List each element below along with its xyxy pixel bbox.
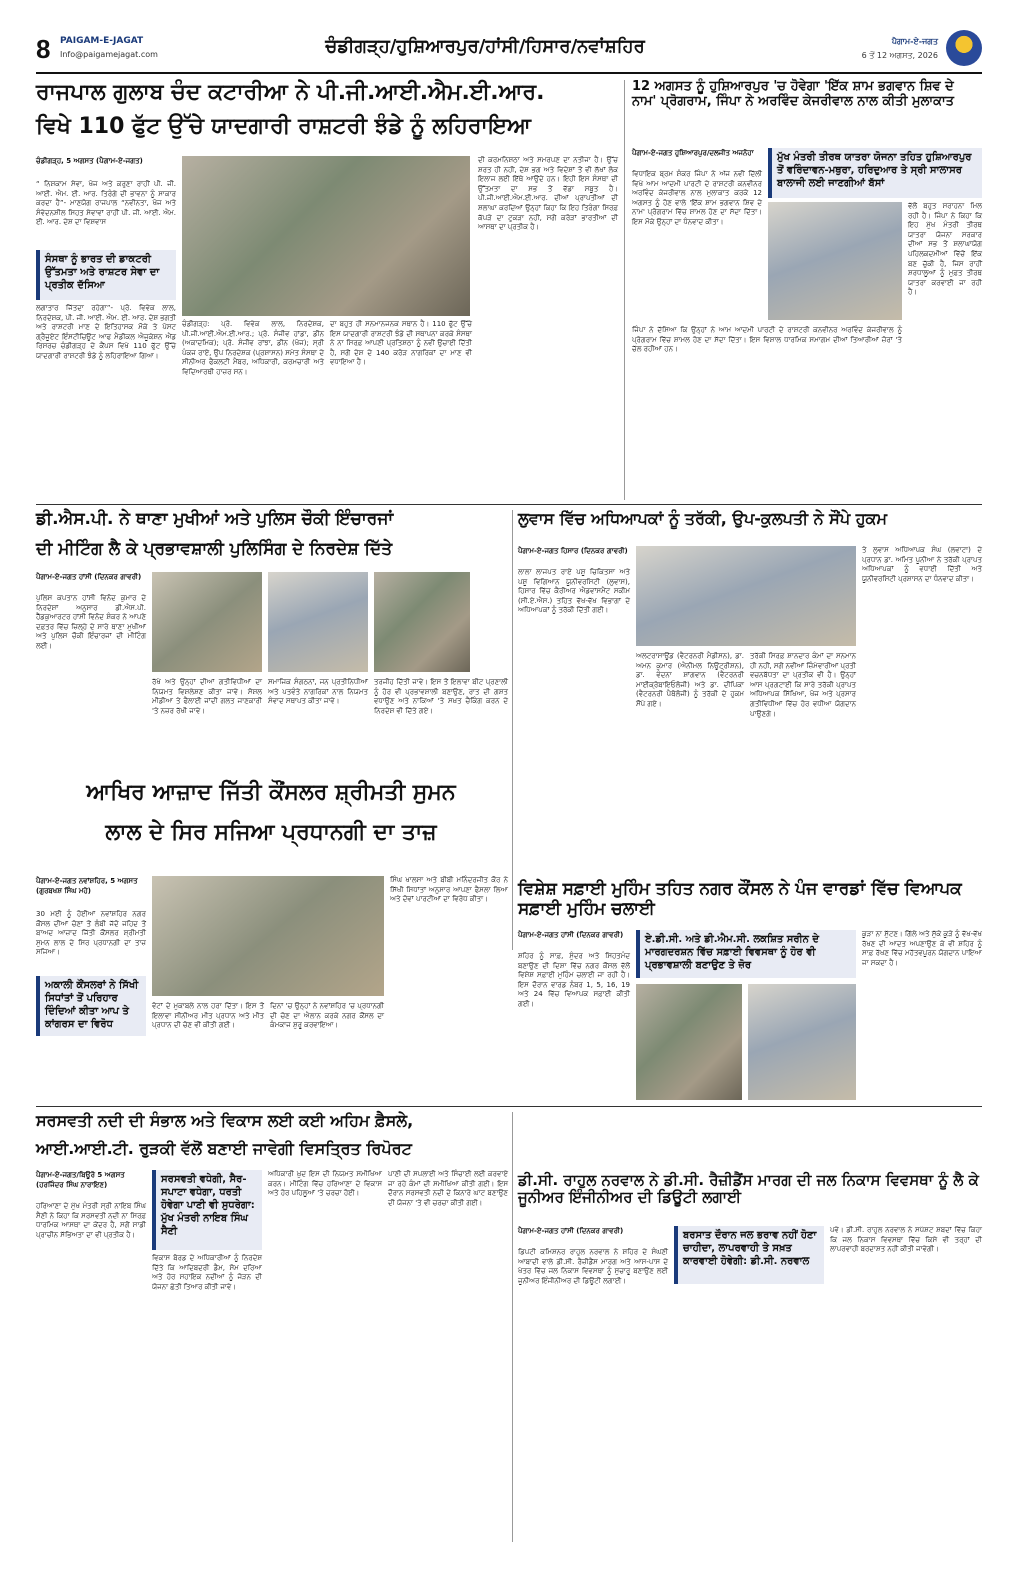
flag-body-3: ਦਾ ਬਹੁਤ ਹੀ ਸਨਮਾਨਜਨਕ ਸਥਾਨ ਹੈ। 110 ਫੁੱਟ ਉੱਚੇ ਇਸ ਯਾਦਗਾਰੀ ਰਾਸ਼ਟਰੀ ਝੰਡੇ ਦੀ ਸਥਾਪਨਾ ਕਰਕੇ ਸੰਸਥਾ ਨੇ ਨਾ ਸਿਰਫ਼ ਆਪਣੀ ਪ੍ਰਤਿਸ਼ਠਾ ਨੂੰ ਨਵੀਂ ਉਚਾਈ ਦਿੱਤੀ ਹੈ, ਸਗੋਂ ਦੇਸ਼ ਦੇ 140 ਕਰੋੜ ਨਾਗਰਿਕਾਂ ਦਾ ਮਾਣ ਵੀ ਵਧਾਇਆ ਹੈ।	[330, 320, 475, 367]
saraswati-headline-1: ਸਰਸਵਤੀ ਨਦੀ ਦੀ ਸੰਭਾਲ ਅਤੇ ਵਿਕਾਸ ਲਈ ਕਈ ਅਹਿਮ ਫ਼ੈਸਲੇ,	[36, 1111, 414, 1130]
dsp-headline-1: ਡੀ.ਐਸ.ਪੀ. ਨੇ ਥਾਣਾ ਮੁਖੀਆਂ ਅਤੇ ਪੁਲਿਸ ਚੌਕੀ ਇੰਚਾਰਜਾਂ	[36, 509, 394, 529]
teachers-body-1: ਲਾਲਾ ਲਾਜਪਤ ਰਾਏ ਪਸ਼ੂ ਚਿਕਿਤਸਾ ਅਤੇ ਪਸ਼ੂ ਵਿਗਿਆਨ ਯੂਨੀਵਰਸਿਟੀ (ਲੁਵਾਸ), ਹਿਸਾਰ ਵਿੱਚ ਕੈਰੀਅਰ ਐਡਵਾਂਸਮੈਂਟ ਸਕੀਮ (ਸੀ.ਏ.ਐਸ.) ਤਹਿਤ ਵੱਖ-ਵੱਖ ਵਿਭਾਗਾਂ ਦੇ ਅਧਿਆਪਕਾਂ ਨੂੰ ਤਰੱਕੀ ਦਿੱਤੀ ਗਈ।	[518, 568, 633, 615]
dsp-byline: ਪੈਗਾਮ-ਏ-ਜਗਤ ਹਾਂਸੀ (ਦਿਨਕਰ ਗਾਵਰੀ)	[36, 573, 142, 581]
dsp-meeting-photo-1	[152, 572, 262, 672]
teachers-body-2: ਅਲਟਰਾਸਾਊਂਡ (ਵੈਟਰਨਰੀ ਮੈਡੀਸਨ), ਡਾ. ਅਮਨ ਕੁਮਾਰ (ਐਨੀਮਲ ਨਿਊਟ੍ਰੀਸ਼ਨ), ਡਾ. ਵੰਦਨਾ ਸ਼ਾਂਗਵਾਨ (ਵੈਟਰਨਰੀ ਮਾਈਕ੍ਰੋਬਾਇਓਲੋਜੀ) ਅਤੇ ਡਾ. ਦੀਪਿਕਾ (ਵੈਟਰਨਰੀ ਪੈਥੋਲੋਜੀ) ਨੂੰ ਤਰੱਕੀ ਦੇ ਹੁਕਮ ਸੌਂਪੇ ਗਏ।	[636, 652, 747, 708]
arvind-byline: ਪੈਗਾਮ-ਏ-ਜਗਤ ਹੁਸ਼ਿਆਰਪੁਰ/ਦਲਜੀਤ ਅਜਨੋਹਾ	[632, 149, 754, 157]
drainage-body-2: ਪਵੇ। ਡੀ.ਸੀ. ਰਾਹੁਲ ਨਰਵਾਲ ਨੇ ਸਪੱਸ਼ਟ ਸ਼ਬਦਾਂ ਵਿੱਚ ਕਿਹਾ ਕਿ ਜਲ ਨਿਕਾਸ ਵਿਵਸਥਾ ਵਿੱਚ ਕਿਸੇ ਵੀ ਤਰ੍ਹਾਂ ਦੀ ਲਾਪਰਵਾਹੀ ਬਰਦਾਸ਼ਤ ਨਹੀਂ ਕੀਤੀ ਜਾਵੇਗੀ।	[830, 1226, 985, 1254]
arvind-subhead: ਮੁੱਖ ਮੰਤਰੀ ਤੀਰਥ ਯਾਤਰਾ ਯੋਜਨਾ ਤਹਿਤ ਹੁਸ਼ਿਆਰਪੁਰ ਤੋਂ ਵਰਿੰਦਾਵਨ-ਮਥੁਰਾ, ਹਰਿਦੁਆਰ ਤੇ ਸ੍ਰੀ ਸਾਲਾਸਰ ਬਾਲਾਜੀ ਲਈ ਜਾਣਗੀਆਂ ਬੱਸਾਂ	[768, 148, 982, 198]
dsp-meeting-photo-2	[268, 572, 368, 672]
arvind-body-2: ਜਿੰਪਾ ਨੇ ਦੱਸਿਆ ਕਿ ਉਨ੍ਹਾਂ ਨੇ ਆਮ ਆਦਮੀ ਪਾਰਟੀ ਦੇ ਰਾਸ਼ਟਰੀ ਕਨਵੀਨਰ ਅਰਵਿੰਦ ਕੇਜਰੀਵਾਲ ਨੂੰ ਪ੍ਰੋਗਰਾਮ ਵਿੱਚ ਸ਼ਾਮਲ ਹੋਣ ਦਾ ਸੱਦਾ ਦਿੱਤਾ। ਇਸ ਵਿਸ਼ਾਲ ਧਾਰਮਿਕ ਸਮਾਗਮ ਦੀਆਂ ਤਿਆਰੀਆਂ ਜ਼ੋਰਾਂ 'ਤੇ ਚੱਲ ਰਹੀਆਂ ਹਨ।	[632, 326, 905, 354]
cleaning-photo-2	[748, 984, 856, 1100]
cleaning-headline: ਵਿਸ਼ੇਸ਼ ਸਫ਼ਾਈ ਮੁਹਿੰਮ ਤਹਿਤ ਨਗਰ ਕੌਂਸਲ ਨੇ ਪੰਜ ਵਾਰਡਾਂ ਵਿੱਚ ਵਿਆਪਕ ਸਫ਼ਾਈ ਮੁਹਿੰਮ ਚਲਾਈ	[518, 879, 962, 919]
cities-banner: ਚੰਡੀਗੜ੍ਹ/ਹੁਸ਼ਿਆਰਪੁਰ/ਹਾਂਸੀ/ਹਿਸਾਰ/ਨਵਾਂਸ਼ਹਿਰ	[325, 36, 645, 57]
flag-hoisting-photo	[182, 156, 470, 316]
flag-byline: ਚੰਡੀਗੜ੍ਹ, 5 ਅਗਸਤ (ਪੈਗਾਮ-ਏ-ਜਗਤ)	[36, 157, 143, 165]
cleaning-byline: ਪੈਗਾਮ-ਏ-ਜਗਤ ਹਾਂਸੀ (ਦਿਨਕਰ ਗਾਵਰੀ)	[518, 931, 624, 939]
flag-body-4: ਦੀ ਕਰਮਨਿਸ਼ਠਾ ਅਤੇ ਸਮਰਪਣ ਦਾ ਨਤੀਜਾ ਹੈ। ਉੱਚ ਸ਼ਰਤ ਹੀ ਨਹੀਂ, ਦੇਸ਼ ਭਗ ਅਤੇ ਵਿਦੇਸ਼ਾਂ ਤੋਂ ਵੀ ਲੱਖਾਂ ਲੋਕ ਇਲਾਜ ਲਈ ਇੱਥੇ ਆਉਂਦੇ ਹਨ। ਇਹੀ ਇਸ ਸੰਸਥਾ ਦੀ ਉੱਤਮਤਾ ਦਾ ਸਭ ਤੋਂ ਵੱਡਾ ਸਬੂਤ ਹੈ। ਪੀ.ਜੀ.ਆਈ.ਐਮ.ਈ.ਆਰ. ਦੀਆਂ ਪ੍ਰਾਪਤੀਆਂ ਦੀ ਸ਼ਲਾਘਾ ਕਰਦਿਆਂ ਉਨ੍ਹਾਂ ਕਿਹਾ ਕਿ ਇਹ ਤਿਰੰਗਾ ਸਿਰਫ਼ ਕੱਪੜੇ ਦਾ ਟੁਕੜਾ ਨਹੀਂ, ਸਗੋਂ ਕਰੋੜਾਂ ਭਾਰਤੀਆਂ ਦੀ ਆਸਥਾ ਦਾ ਪ੍ਰਤੀਕ ਹੈ।	[478, 156, 621, 232]
cleaning-photo-1	[636, 984, 742, 1100]
email[interactable]: Info@paigamejagat.com	[60, 50, 158, 59]
flag-body-1: “ ਨਿਸ਼ਕਾਮ ਸੇਵਾ, ਖੋਜ ਅਤੇ ਕਰੁਣਾ ਰਾਹੀਂ ਪੀ. ਜੀ. ਆਈ. ਐਮ. ਈ. ਆਰ. ਤਿਰੰਗੇ ਦੀ ਭਾਵਨਾ ਨੂੰ ਸਾਕਾਰ ਕਰਦਾ ਹੈ”- ਮਾਣਯੋਗ ਰਾਜਪਾਲ “ਨਵੀਨਤਾ, ਖੋਜ ਅਤੇ ਸੰਵੇਦਨਸ਼ੀਲ ਸਿਹਤ ਸੇਵਾਵਾਂ ਰਾਹੀਂ ਪੀ. ਜੀ. ਆਈ. ਐਮ. ਈ. ਆਰ. ਦੇਸ਼ ਦਾ ਵਿਸ਼ਵਾਸ	[36, 180, 179, 227]
suman-subhead: ਅਕਾਲੀ ਕੌਂਸਲਰਾਂ ਨੇ ਸਿੱਖੀ ਸਿਧਾਂਤਾਂ ਤੋਂ ਪਰਿਹਾਰ ਦਿੰਦਿਆਂ ਕੀਤਾ ਆਪ ਤੇ ਕਾਂਗਰਸ ਦਾ ਵਿਰੋਧ	[36, 976, 146, 1036]
drainage-subhead: ਬਰਸਾਤ ਦੌਰਾਨ ਜਲ ਭਰਾਵ ਨਹੀਂ ਹੋਣਾ ਚਾਹੀਦਾ, ਲਾਪਰਵਾਹੀ ਤੇ ਸਖ਼ਤ ਕਾਰਵਾਈ ਹੋਵੇਗੀ: ਡੀ.ਸੀ. ਨਰਵਾਲ	[674, 1226, 824, 1284]
drainage-byline: ਪੈਗਾਮ-ਏ-ਜਗਤ ਹਾਂਸੀ (ਦਿਨਕਰ ਗਾਵਰੀ)	[518, 1227, 624, 1235]
dsp-body-2: ਰੱਖੇ ਅਤੇ ਉਨ੍ਹਾਂ ਦੀਆਂ ਗਤੀਵਿਧੀਆਂ ਦਾ ਨਿਯਮਤ ਵਿਸ਼ਲੇਸ਼ਣ ਕੀਤਾ ਜਾਵੇ। ਸੋਸ਼ਲ ਮੀਡੀਆ ਤੇ ਫੈਲਾਈ ਜਾਂਦੀ ਗਲਤ ਜਾਣਕਾਰੀ 'ਤੇ ਨਜ਼ਰ ਰੱਖੀ ਜਾਵੇ।	[152, 678, 265, 715]
flag-body-2: ਲਗਾਤਾਰ ਜਿੱਤਦਾ ਰਹੇਗਾ”- ਪ੍ਰੋ. ਵਿਵੇਕ ਲਾਲ, ਨਿਰਦੇਸ਼ਕ, ਪੀ. ਜੀ. ਆਈ. ਐਮ. ਈ. ਆਰ. ਦੇਸ਼ ਭਗਤੀ ਅਤੇ ਰਾਸ਼ਟਰੀ ਮਾਣ ਦੇ ਇਤਿਹਾਸਕ ਮੌਕੇ ਤੇ ਪੋਸਟ ਗ੍ਰੈਜੂਏਟ ਇੰਸਟੀਚਿਊਟ ਆਫ ਮੈਡੀਕਲ ਐਜੂਕੇਸ਼ਨ ਐਂਡ ਰਿਸਰਚ ਚੰਡੀਗੜ੍ਹ ਦੇ ਕੈਂਪਸ ਵਿਖੇ 110 ਫੁੱਟ ਉੱਚੇ ਯਾਦਗਾਰੀ ਰਾਸ਼ਟਰੀ ਝੰਡੇ ਨੂੰ ਲਹਿਰਾਇਆ ਗਿਆ।	[36, 304, 179, 360]
arvind-body-1: ਵਿਧਾਇਕ ਬ੍ਰਮ ਸ਼ੰਕਰ ਜਿੰਪਾ ਨੇ ਅੱਜ ਨਵੀਂ ਦਿੱਲੀ ਵਿਖੇ ਆਮ ਆਦਮੀ ਪਾਰਟੀ ਦੇ ਰਾਸ਼ਟਰੀ ਕਨਵੀਨਰ ਅਰਵਿੰਦ ਕੇਜਰੀਵਾਲ ਨਾਲ ਮੁਲਾਕਾਤ ਕਰਕੇ 12 ਅਗਸਤ ਨੂੰ ਹੋਣ ਵਾਲੇ 'ਇੱਕ ਸ਼ਾਮ ਭਗਵਾਨ ਸ਼ਿਵ ਦੇ ਨਾਮ' ਪ੍ਰੋਗਰਾਮ ਵਿੱਚ ਸ਼ਾਮਲ ਹੋਣ ਦਾ ਸੱਦਾ ਦਿੱਤਾ। ਇਸ ਮੌਕੇ ਉਨ੍ਹਾਂ ਦਾ ਧੰਨਵਾਦ ਕੀਤਾ।	[632, 170, 765, 226]
drainage-headline: ਡੀ.ਸੀ. ਰਾਹੁਲ ਨਰਵਾਲ ਨੇ ਡੀ.ਸੀ. ਰੈਜ਼ੀਡੈਂਸ ਮਾਰਗ ਦੀ ਜਲ ਨਿਕਾਸ ਵਿਵਸਥਾ ਨੂੰ ਲੈ ਕੇ ਜੂਨੀਅਰ ਇੰਜੀਨੀਅਰ ਦੀ ਡਿਊਟੀ ਲਗਾਈ	[518, 1171, 979, 1207]
brand-name: PAIGAM-E-JAGAT	[60, 36, 144, 46]
cleaning-body-2: ਕੂੜਾ ਨਾ ਸੁੱਟਣ। ਗਿੱਲੇ ਅਤੇ ਸੁੱਕੇ ਕੂੜੇ ਨੂੰ ਵੱਖ-ਵੱਖ ਰੱਖਣ ਦੀ ਆਦਤ ਅਪਣਾਉਣ ਕੇ ਵੀ ਸ਼ਹਿਰ ਨੂੰ ਸਾਫ਼ ਰੱਖਣ ਵਿੱਚ ਮਹੱਤਵਪੂਰਨ ਯੋਗਦਾਨ ਪਾਇਆ ਜਾ ਸਕਦਾ ਹੈ।	[862, 930, 985, 967]
saraswati-byline: ਪੈਗਾਮ-ਏ-ਜਗਤ/ਬਿਊਰੋ 5 ਅਗਸਤ (ਹਰਜਿੰਦਰ ਸਿੰਘ ਨਾਰਾਇਣ)	[36, 1171, 125, 1189]
page-number: 8	[36, 34, 51, 64]
suman-body-3: ਦਿਨਾਂ 'ਚ ਉਨ੍ਹਾਂ ਨੇ ਨਵਾਂਸ਼ਹਿਰ 'ਚ ਪ੍ਰਧਾਨਗੀ ਦੀ ਚੋਣ ਦਾ ਐਲਾਨ ਕਰਕੇ ਨਗਰ ਕੌਂਸਲ ਦਾ ਕੰਮਕਾਜ ਸ਼ੁਰੂ ਕਰਵਾਇਆ।	[270, 1002, 387, 1030]
paper-name: ਪੈਗਾਮ-ਏ-ਜਗਤ	[891, 37, 938, 46]
suman-byline: ਪੈਗਾਮ-ਏ-ਜਗਤ ਨਵਾਂਸ਼ਹਿਰ, 5 ਅਗਸਤ (ਗੁਰਬਖਸ਼ ਸਿੰਘ ਮਹੇ)	[36, 877, 138, 895]
teachers-byline: ਪੈਗਾਮ-ਏ-ਜਗਤ ਹਿਸਾਰ (ਦਿਨਕਰ ਗਾਵਰੀ)	[518, 547, 628, 555]
cleaning-subhead: ਏ.ਡੀ.ਸੀ. ਅਤੇ ਡੀ.ਐਮ.ਸੀ. ਲਕਸ਼ਿਤ ਸਰੀਨ ਦੇ ਮਾਰਗਦਰਸ਼ਨ ਵਿੱਚ ਸਫ਼ਾਈ ਵਿਵਸਥਾ ਨੂੰ ਹੋਰ ਵੀ ਪ੍ਰਭਾਵਸ਼ਾਲੀ ਬਣਾਉਣ ਤੇ ਜ਼ੋਰ	[636, 930, 856, 978]
suman-body-1: 30 ਮਈ ਨੂੰ ਹੋਈਆਂ ਨਵਾਂਸ਼ਹਿਰ ਨਗਰ ਕੌਂਸਲ ਦੀਆਂ ਚੋਣਾਂ ਤੋਂ ਲੰਬੀ ਜੱਦੋ ਜਹਿਦ ਤੋਂ ਬਾਅਦ ਆਜ਼ਾਦ ਜਿੱਤੀ ਕੌਂਸਲਰ ਸ਼੍ਰੀਮਤੀ ਸੁਮਨ ਲਾਲ ਦੇ ਸਿਰ ਪ੍ਰਧਾਨਗੀ ਦਾ ਤਾਜ਼ ਸਜਿਆ।	[36, 910, 149, 957]
arvind-headline: 12 ਅਗਸਤ ਨੂੰ ਹੁਸ਼ਿਆਰਪੁਰ 'ਚ ਹੋਵੇਗਾ 'ਇੱਕ ਸ਼ਾਮ ਭਗਵਾਨ ਸ਼ਿਵ ਦੇ ਨਾਮ' ਪ੍ਰੋਗਰਾਮ, ਜਿੰਪਾ ਨੇ ਅਰਵਿੰਦ ਕੇਜਰੀਵਾਲ ਨਾਲ ਕੀਤੀ ਮੁਲਾਕਾਤ	[632, 79, 954, 109]
paper-logo-icon	[946, 30, 982, 66]
teachers-headline: ਲੁਵਾਸ ਵਿੱਚ ਅਧਿਆਪਕਾਂ ਨੂੰ ਤਰੱਕੀ, ਉਪ-ਕੁਲਪਤੀ ਨੇ ਸੌਂਪੇ ਹੁਕਮ	[518, 509, 887, 528]
saraswati-body-3: ਅਧਿਕਾਰੀ ਖ਼ੁਦ ਇਸ ਦੀ ਨਿਯਮਤ ਸਮੀਖਿਆ ਕਰਨ। ਮੀਟਿੰਗ ਵਿੱਚ ਹਰਿਆਣਾ ਦੇ ਵਿਕਾਸ ਅਤੇ ਹੋਰ ਪਹਿਲੂਆਂ 'ਤੇ ਚਰਚਾ ਹੋਈ।	[268, 1170, 385, 1198]
saraswati-body-4: ਪਾਣੀ ਦੀ ਸਪਲਾਈ ਅਤੇ ਸਿੰਚਾਈ ਲਈ ਕਰਵਾਏ ਜਾ ਰਹੇ ਕੰਮਾਂ ਦੀ ਸਮੀਖਿਆ ਕੀਤੀ ਗਈ। ਇਸ ਦੌਰਾਨ ਸਰਸਵਤੀ ਨਦੀ ਦੇ ਕਿਨਾਰੇ ਘਾਟ ਬਣਾਉਣ ਦੀ ਯੋਜਨਾ 'ਤੇ ਵੀ ਚਰਚਾ ਕੀਤੀ ਗਈ।	[388, 1170, 511, 1207]
arvind-meeting-photo	[768, 202, 902, 320]
suman-headline-2: ਲਾਲ ਦੇ ਸਿਰ ਸਜਿਆ ਪ੍ਰਧਾਨਗੀ ਦਾ ਤਾਜ਼	[105, 820, 437, 845]
arvind-body-3: ਵੱਲੋਂ ਬਹੁਤ ਸਰਾਹਨਾ ਮਿਲ ਰਹੀ ਹੈ। ਜਿੰਪਾ ਨੇ ਕਿਹਾ ਕਿ ਇਹ ਮੁੱਖ ਮੰਤਰੀ ਤੀਰਥ ਯਾਤਰਾ ਯੋਜਨਾ ਸਰਕਾਰ ਦੀਆਂ ਸਭ ਤੋਂ ਸ਼ਲਾਘਾਯੋਗ ਪਹਿਲਕਦਮੀਆਂ ਵਿੱਚੋਂ ਇੱਕ ਬਣ ਚੁੱਕੀ ਹੈ, ਜਿਸ ਰਾਹੀਂ ਸ਼ਰਧਾਲੂਆਂ ਨੂੰ ਮੁਫ਼ਤ ਤੀਰਥ ਯਾਤਰਾ ਕਰਵਾਈ ਜਾ ਰਹੀ ਹੈ।	[908, 202, 985, 297]
teachers-group-photo	[636, 546, 856, 646]
saraswati-headline-2: ਆਈ.ਆਈ.ਟੀ. ਰੁੜਕੀ ਵੱਲੋਂ ਬਣਾਈ ਜਾਵੇਗੀ ਵਿਸਤ੍ਰਿਤ ਰਿਪੋਰਟ	[36, 1139, 412, 1158]
column-divider	[512, 1112, 513, 1542]
dsp-headline-2: ਦੀ ਮੀਟਿੰਗ ਲੈ ਕੇ ਪ੍ਰਭਾਵਸ਼ਾਲੀ ਪੁਲਿਸਿੰਗ ਦੇ ਨਿਰਦੇਸ਼ ਦਿੱਤੇ	[36, 539, 393, 559]
row-divider	[36, 1106, 982, 1107]
column-divider	[624, 80, 625, 500]
suman-headline-1: ਆਖਿਰ ਆਜ਼ਾਦ ਜਿੱਤੀ ਕੌਂਸਲਰ ਸ਼੍ਰੀਮਤੀ ਸੁਮਨ	[86, 780, 456, 805]
saraswati-body-1: ਹਰਿਆਣਾ ਦੇ ਮੁੱਖ ਮੰਤਰੀ ਸ੍ਰੀ ਨਾਇਬ ਸਿੰਘ ਸੈਣੀ ਨੇ ਕਿਹਾ ਕਿ ਸਰਸਵਤੀ ਨਦੀ ਨਾ ਸਿਰਫ਼ ਧਾਰਮਿਕ ਆਸਥਾ ਦਾ ਕੇਂਦਰ ਹੈ, ਸਗੋਂ ਸਾਡੀ ਪ੍ਰਾਚੀਨ ਸੱਭਿਅਤਾ ਦਾ ਵੀ ਪ੍ਰਤੀਕ ਹੈ।	[36, 1202, 149, 1239]
flag-caption: ਚੰਡੀਗੜ੍ਹ: ਪ੍ਰੋ. ਵਿਵੇਕ ਲਾਲ, ਨਿਰਦੇਸ਼ਕ, ਪੀ.ਜੀ.ਆਈ.ਐਮ.ਈ.ਆਰ.; ਪ੍ਰੋ. ਸੰਜੀਵ ਹਾਂਡਾ, ਡੀਨ (ਅਕਾਦਮਿਕ); ਪ੍ਰੋ. ਸੰਜੀਵ ਰਾਂਝਾ, ਡੀਨ (ਖੋਜ); ਸ੍ਰੀ ਪੰਕਜ ਰਾਏ, ਉਪ ਨਿਰਦੇਸ਼ਕ (ਪ੍ਰਸ਼ਾਸਨ) ਸਮੇਤ ਸੰਸਥਾ ਦੇ ਸੀਨੀਅਰ ਫੈਕਲਟੀ ਮੈਂਬਰ, ਅਧਿਕਾਰੀ, ਕਰਮਚਾਰੀ ਅਤੇ ਵਿਦਿਆਰਥੀ ਹਾਜ਼ਰ ਸਨ।	[182, 320, 327, 376]
flag-headline-1: ਰਾਜਪਾਲ ਗੁਲਾਬ ਚੰਦ ਕਟਾਰੀਆ ਨੇ ਪੀ.ਜੀ.ਆਈ.ਐਮ.ਈ.ਆਰ.	[36, 80, 545, 105]
drainage-body-1: ਡਿਪਟੀ ਕਮਿਸ਼ਨਰ ਰਾਹੁਲ ਨਰਵਾਲ ਨੇ ਸ਼ਹਿਰ ਦੇ ਸੰਘਣੀ ਆਬਾਦੀ ਵਾਲੇ ਡੀ.ਸੀ. ਰੈਜ਼ੀਡੈਂਸ ਮਾਰਗ ਅਤੇ ਆਸ-ਪਾਸ ਦੇ ਖੇਤਰ ਵਿੱਚ ਜਲ ਨਿਕਾਸ ਵਿਵਸਥਾ ਨੂੰ ਸੁਚਾਰੂ ਬਣਾਉਣ ਲਈ ਜੂਨੀਅਰ ਇੰਜੀਨੀਅਰ ਦੀ ਡਿਊਟੀ ਲਗਾਈ।	[518, 1248, 671, 1285]
row-divider	[36, 504, 982, 505]
header-rule	[36, 72, 982, 74]
dsp-body-1: ਪੁਲਿਸ ਕਪਤਾਨ ਹਾਂਸੀ ਵਿਨੋਦ ਕੁਮਾਰ ਦੇ ਨਿਰਦੇਸ਼ਾਂ ਅਨੁਸਾਰ ਡੀ.ਐਸ.ਪੀ. ਹੈੱਡਕੁਆਰਟਰ ਹਾਂਸੀ ਵਿਨੋਦ ਸ਼ੰਕਰ ਨੇ ਆਪਣੇ ਦਫ਼ਤਰ ਵਿੱਚ ਜ਼ਿਲ੍ਹੇ ਦੇ ਸਾਰੇ ਥਾਣਾ ਮੁਖੀਆਂ ਅਤੇ ਪੁਲਿਸ ਚੌਕੀ ਇੰਚਾਰਜਾਂ ਦੀ ਮੀਟਿੰਗ ਲਈ।	[36, 594, 149, 650]
cleaning-body-1: ਸ਼ਹਿਰ ਨੂੰ ਸਾਫ਼, ਸੁੰਦਰ ਅਤੇ ਸਿਹਤਮੰਦ ਬਣਾਉਣ ਦੀ ਦਿਸ਼ਾ ਵਿੱਚ ਨਗਰ ਕੌਂਸਲ ਵੱਲੋਂ ਵਿਸ਼ੇਸ਼ ਸਫ਼ਾਈ ਮੁਹਿੰਮ ਚਲਾਈ ਜਾ ਰਹੀ ਹੈ। ਇਸ ਦੌਰਾਨ ਵਾਰਡ ਨੰਬਰ 1, 5, 16, 19 ਅਤੇ 24 ਵਿੱਚ ਵਿਆਪਕ ਸਫ਼ਾਈ ਕੀਤੀ ਗਈ।	[518, 952, 633, 1008]
dsp-body-4: ਤਰਜੀਹ ਦਿੱਤੀ ਜਾਵੇ। ਇਸ ਤੋਂ ਇਲਾਵਾ ਬੀਟ ਪ੍ਰਣਾਲੀ ਨੂੰ ਹੋਰ ਵੀ ਪ੍ਰਭਾਵਸ਼ਾਲੀ ਬਣਾਉਣ, ਰਾਤ ਦੀ ਗਸ਼ਤ ਵਧਾਉਣ ਅਤੇ ਨਾਕਿਆਂ 'ਤੇ ਸਖ਼ਤ ਚੈਕਿੰਗ ਕਰਨ ਦੇ ਨਿਰਦੇਸ਼ ਵੀ ਦਿੱਤੇ ਗਏ।	[374, 678, 511, 715]
saraswati-body-2: ਵਿਕਾਸ ਬੋਰਡ ਦੇ ਅਧਿਕਾਰੀਆਂ ਨੂੰ ਨਿਰਦੇਸ਼ ਦਿੱਤੇ ਕਿ ਆਦਿਬਦਰੀ ਡੈਮ, ਸੋਮ ਦਰਿਆ ਅਤੇ ਹੋਰ ਸਹਾਇਕ ਨਦੀਆਂ ਨੂੰ ਜੋੜਨ ਦੀ ਯੋਜਨਾ ਛੇਤੀ ਤਿਆਰ ਕੀਤੀ ਜਾਵੇ।	[152, 1254, 265, 1291]
flag-headline-2: ਵਿਖੇ 110 ਫੁੱਟ ਉੱਚੇ ਯਾਦਗਾਰੀ ਰਾਸ਼ਟਰੀ ਝੰਡੇ ਨੂੰ ਲਹਿਰਾਇਆ	[36, 114, 531, 139]
teachers-body-3: ਤਰੱਕੀ ਸਿਰਫ਼ ਸ਼ਾਨਦਾਰ ਕੰਮਾਂ ਦਾ ਸਨਮਾਨ ਹੀ ਨਹੀਂ, ਸਗੋਂ ਨਵੀਆਂ ਜ਼ਿੰਮੇਵਾਰੀਆਂ ਪ੍ਰਤੀ ਵਚਨਬੱਧਤਾ ਦਾ ਪ੍ਰਤੀਕ ਵੀ ਹੈ। ਉਨ੍ਹਾਂ ਆਸ ਪ੍ਰਗਟਾਈ ਕਿ ਸਾਰੇ ਤਰੱਕੀ ਪ੍ਰਾਪਤ ਅਧਿਆਪਕ ਸਿੱਖਿਆ, ਖੋਜ ਅਤੇ ਪ੍ਰਸਾਰ ਗਤੀਵਿਧੀਆਂ ਵਿੱਚ ਹੋਰ ਵਧੀਆ ਯੋਗਦਾਨ ਪਾਉਣਗੇ।	[750, 652, 859, 718]
flag-subhead: ਸੰਸਥਾ ਨੂੰ ਭਾਰਤ ਦੀ ਡਾਕਟਰੀ ਉੱਤਮਤਾ ਅਤੇ ਰਾਸ਼ਟਰ ਸੇਵਾ ਦਾ ਪ੍ਰਤੀਕ ਦੱਸਿਆ	[36, 250, 176, 300]
teachers-body-4: ਤੇ ਲੁਵਾਸ ਅਧਿਆਪਕ ਸੰਘ (ਲਵਾਟਾ) ਦੇ ਪ੍ਰਧਾਨ ਡਾ. ਅਮਿਤ ਪੂਨੀਆ ਨੇ ਤਰੱਕੀ ਪ੍ਰਾਪਤ ਅਧਿਆਪਕਾਂ ਨੂੰ ਵਧਾਈ ਦਿੱਤੀ ਅਤੇ ਯੂਨੀਵਰਸਿਟੀ ਪ੍ਰਸ਼ਾਸਨ ਦਾ ਧੰਨਵਾਦ ਕੀਤਾ।	[862, 546, 985, 583]
suman-body-4: ਸਿੰਘ ਖਾਲਸਾ ਅਤੇ ਬੀਬੀ ਮਨਿੰਦਰਜੀਤ ਕੌਰ ਨੇ ਸਿੱਖੀ ਸਿਧਾਂਤਾਂ ਅਨੁਸਾਰ ਆਪਣਾ ਫੈਸਲਾ ਲਿਆ ਅਤੇ ਦੋਵਾਂ ਪਾਰਟੀਆਂ ਦਾ ਵਿਰੋਧ ਕੀਤਾ।	[390, 876, 511, 904]
dsp-body-3: ਸਮਾਜਿਕ ਸੰਗਠਨਾਂ, ਜਨ ਪ੍ਰਤੀਨਿਧੀਆਂ ਅਤੇ ਪਤਵੰਤੇ ਨਾਗਰਿਕਾਂ ਨਾਲ ਨਿਯਮਤ ਸੰਵਾਦ ਸਥਾਪਤ ਕੀਤਾ ਜਾਵੇ।	[268, 678, 371, 706]
dsp-meeting-photo-3	[374, 572, 470, 672]
saraswati-subhead: ਸਰਸਵਤੀ ਵਧੇਗੀ, ਸੈਰ-ਸਪਾਟਾ ਵਧੇਗਾ, ਧਰਤੀ ਹੋਵੇਗਾ ਪਾਣੀ ਵੀ ਸੁਧਰੇਗਾ: ਮੁੱਖ ਮੰਤਰੀ ਨਾਇਬ ਸਿੰਘ ਸੈਣੀ	[152, 1170, 262, 1250]
suman-celebration-photo	[152, 876, 384, 996]
suman-body-2: ਵੋਟਾਂ ਦੇ ਮੁਕਾਬਲੇ ਨਾਲ ਹਰਾ ਦਿੱਤਾ। ਇਸ ਤੋਂ ਇਲਾਵਾ ਸੀਨੀਅਰ ਮੀਤ ਪ੍ਰਧਾਨ ਅਤੇ ਮੀਤ ਪ੍ਰਧਾਨ ਦੀ ਚੋਣ ਵੀ ਕੀਤੀ ਗਈ।	[152, 1002, 267, 1030]
issue-date: 6 ਤੋਂ 12 ਅਗਸਤ, 2026	[861, 51, 938, 60]
column-divider	[512, 510, 513, 950]
